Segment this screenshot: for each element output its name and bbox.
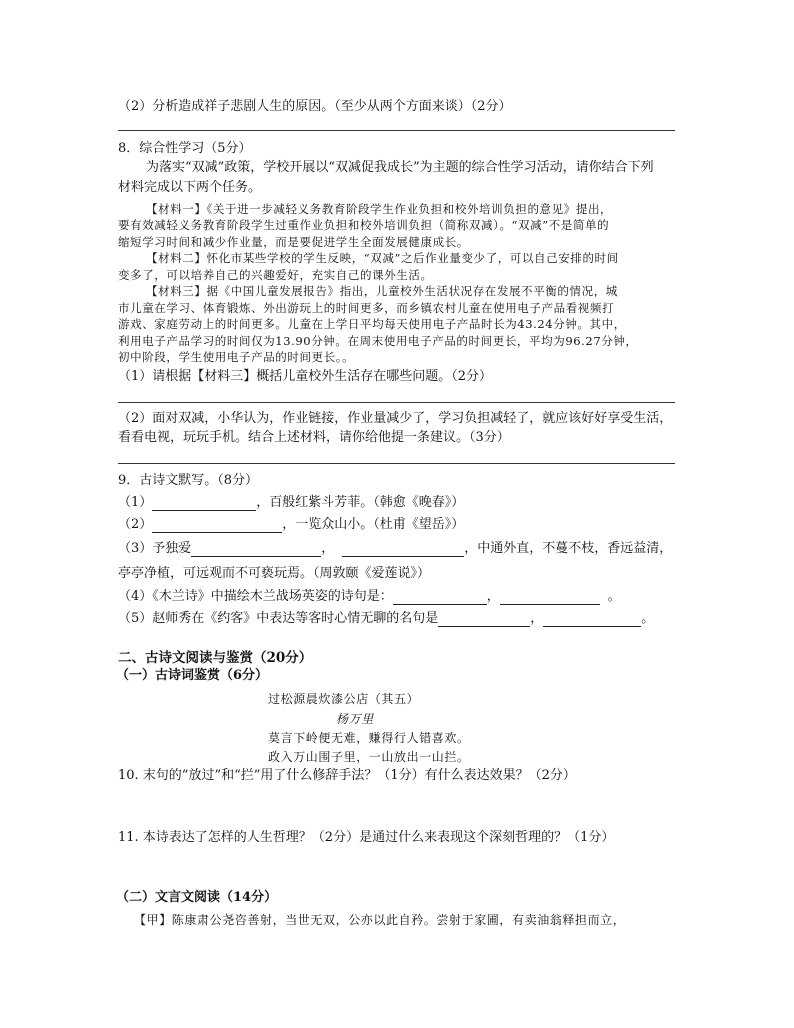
question-10: 10. 末句的“放过”和“拦”用了什么修辞手法？（1分）有什么表达效果？（2分） [118, 768, 576, 783]
recitation-4-prompt: （4）《木兰诗》中描绘木兰战场英姿的诗句是： [118, 589, 393, 604]
recitation-5-sep: ， [530, 611, 544, 626]
fill-blank[interactable] [393, 590, 487, 605]
task-2: （2）面对双减，小华认为，作业链接，作业量减少了，学习负担减轻了，就应该好好享受生活， [118, 411, 673, 426]
material-3-cont: 利用电子产品学习的时间仅为13.90分钟。在周末使用电子产品的时间更长，平均为96.27分钟， [118, 334, 638, 348]
section-2-title: 二、古诗文阅读与鉴赏（20分） [118, 650, 313, 666]
recitation-3-sep: ， [321, 541, 335, 556]
recitation-4 [118, 589, 621, 605]
recitation-3-text: ，中通外直，不蔓不枝，香远益清， [464, 541, 673, 556]
recitation-5-prompt: （5）赵师秀在《约客》中表达等客时心情无聊的名句是 [118, 611, 439, 626]
fill-blank[interactable] [152, 518, 282, 533]
question-11: 11. 本诗表达了怎样的人生哲理？（2分）是通过什么来表现这个深刻哲理的？（1分） [118, 830, 615, 845]
recitation-1-text: ，百般红紫斗芳菲。（韩愈《晚春》） [256, 495, 465, 510]
material-2: 【材料二】怀化市某些学校的学生反映，“双减”之后作业量变少了，可以自己安排的时间 [146, 251, 619, 265]
material-1: 【材料一】《关于进一步减轻义务教育阶段学生作业负担和校外培训负担的意见》提出， [146, 202, 613, 216]
material-3: 【材料三】据《中国儿童发展报告》指出，儿童校外生活状况存在发展不平衡的情况，城 [146, 284, 618, 298]
recitation-4-sep: ， [486, 589, 500, 604]
recitation-2 [118, 517, 464, 533]
fill-blank[interactable] [191, 542, 321, 557]
recitation-5-end: 。 [641, 611, 655, 626]
passage-jia: 【甲】陈康肃公尧咨善射，当世无双，公亦以此自矜。尝射于家圃，有卖油翁释担而立， [134, 913, 626, 927]
material-1-cont: 要有效减轻义务教育阶段学生过重作业负担和校外培训负担（简称双减）。“双减”不是简单的 [118, 218, 610, 232]
poem-title: 过松源晨炊漆公店（其五） [268, 692, 420, 706]
recitation-1 [118, 495, 464, 511]
question-8-title: 8．综合性学习（5分） [118, 141, 252, 156]
subsection-classical: （二）文言文阅读（14分） [116, 890, 278, 905]
recitation-3-cont: 亭亭净植，可远观而不可亵玩焉。（周敦颐《爱莲说》） [118, 566, 431, 581]
fill-blank[interactable] [342, 542, 464, 557]
answer-line [118, 402, 675, 403]
question-8-intro-cont: 材料完成以下两个任务。 [118, 180, 262, 195]
material-3-cont: 初中阶段，学生使用电子产品的时间更长。。 [118, 350, 355, 364]
subsection-poetry: （一）古诗词鉴赏（6分） [116, 668, 269, 683]
answer-line [118, 130, 675, 131]
recitation-5 [118, 611, 654, 627]
fill-blank[interactable] [152, 496, 256, 511]
task-1: （1）请根据【材料三】概括儿童校外生活存在哪些问题。（2分） [118, 369, 493, 384]
recitation-3 [118, 541, 672, 557]
material-3-cont: 市儿童在学习、体育锻炼、外出游玩上的时间更多，而乡镇农村儿童在使用电子产品看视频打 [118, 301, 615, 315]
recitation-3-prefix: （3）予独爱 [118, 541, 192, 556]
recitation-2-number: （2） [118, 517, 153, 532]
question-8-intro: 为落实“双减”政策，学校开展以“双减促我成长”为主题的综合性学习活动，请你结合下列 [146, 160, 654, 175]
material-1-cont: 缩短学习时间和减少作业量，而是要促进学生全面发展健康成长。 [118, 235, 469, 249]
material-3-cont: 游戏、家庭劳动上的时间更多。儿童在上学日平均每天使用电子产品时长为43.24分钟。其中， [118, 317, 626, 331]
poem-line: 莫言下岭便无难，赚得行人错喜欢。 [268, 731, 470, 745]
question-7-2: （2）分析造成祥子悲剧人生的原因。（至少从两个方面来谈）（2分） [118, 99, 512, 114]
poem-author: 杨万里 [336, 712, 374, 726]
recitation-4-end: 。 [607, 589, 621, 604]
recitation-2-text: ，一览众山小。（杜甫《望岳》） [282, 517, 465, 532]
fill-blank[interactable] [500, 590, 600, 605]
question-9-title: 9．古诗文默写。（8分） [118, 473, 259, 488]
task-2-cont: 看看电视，玩玩手机。结合上述材料，请你给他提一条建议。（3分） [118, 430, 510, 445]
fill-blank[interactable] [543, 612, 641, 627]
poem-line: 政入万山围子里，一山放出一山拦。 [268, 750, 470, 764]
recitation-1-number: （1） [118, 495, 153, 510]
material-2-cont: 变多了，可以培养自己的兴趣爱好，充实自己的课外生活。 [118, 268, 433, 282]
answer-line [118, 463, 675, 464]
fill-blank[interactable] [438, 612, 530, 627]
